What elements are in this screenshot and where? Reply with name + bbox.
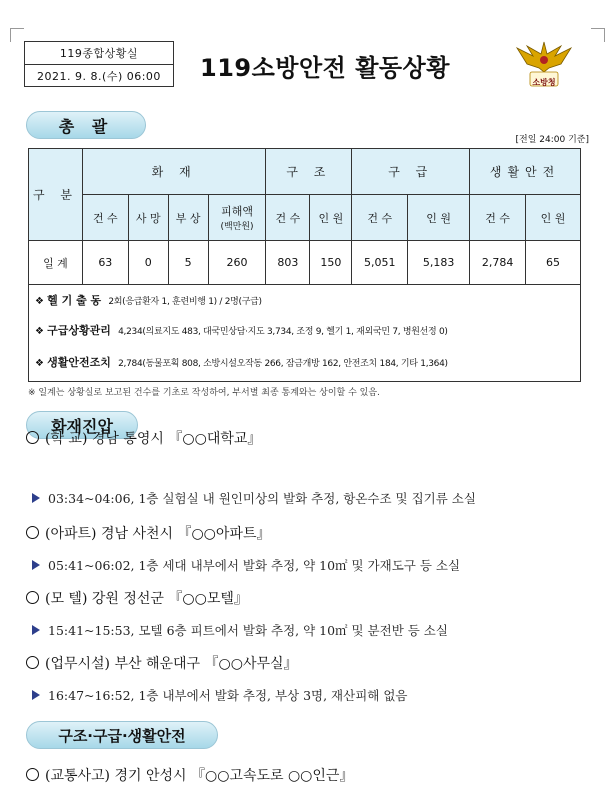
- list-item: [26, 523, 270, 543]
- list-item: [26, 588, 248, 608]
- item-heading: (학 교) 경남 통영시 『○○대학교』: [45, 431, 262, 447]
- life-safety-group-header: 생활안전: [470, 149, 581, 195]
- note-value: 4,234(의료지도 483, 대국민상담·지도 3,734, 조정 9, 헬기 1, 재외국민 7, 병원선정 0): [118, 327, 448, 337]
- office-name: 119종합상황실: [59, 47, 139, 60]
- fire-damage-header: [208, 195, 266, 241]
- item-heading: (아파트) 경남 사천시 『○○아파트』: [45, 526, 271, 542]
- ems-count-value: 5,051: [352, 241, 408, 285]
- diamond-bullet-icon: ❖: [35, 358, 44, 369]
- damage-label: 피해액: [221, 205, 253, 218]
- circle-bullet-icon: [26, 656, 39, 669]
- diamond-bullet-icon: ❖: [35, 326, 44, 337]
- basis-time: [전일 24:00 기준]: [515, 135, 589, 145]
- fire-death-header: 사 망: [128, 195, 168, 241]
- fire-count-value: 63: [82, 241, 128, 285]
- report-info-box: [24, 41, 174, 87]
- list-item-detail: [32, 489, 476, 507]
- item-detail: 03:34~04:06, 1층 실험실 내 원인미상의 발화 추정, 항온수조 및 집기류 소실: [48, 491, 476, 506]
- diamond-bullet-icon: ❖: [35, 296, 44, 307]
- page-title: 119소방안전 활동상황: [200, 54, 450, 82]
- ems-people-value: 5,183: [408, 241, 470, 285]
- rescue-people-value: 150: [310, 241, 352, 285]
- ems-people-header: 인 원: [408, 195, 470, 241]
- section-title-summary: 총 괄: [26, 111, 146, 139]
- list-item: [26, 653, 298, 673]
- triangle-bullet-icon: [32, 625, 40, 635]
- note-life-safety: [35, 354, 448, 370]
- life-count-header: 건 수: [470, 195, 526, 241]
- note-ems-management: [35, 322, 448, 338]
- table-header-columns: [29, 195, 581, 241]
- rescue-count-value: 803: [266, 241, 310, 285]
- list-item-detail: [32, 621, 448, 639]
- note-key: 구급상황관리: [47, 324, 111, 337]
- fire-group-header: 화 재: [82, 149, 266, 195]
- item-heading: (업무시설) 부산 해운대구 『○○사무실』: [45, 656, 298, 672]
- item-detail: 05:41~06:02, 1층 세대 내부에서 발화 추정, 약 10㎡ 및 가재도구 등 소실: [48, 558, 461, 573]
- life-count-value: 2,784: [470, 241, 526, 285]
- corner-mark-left: [10, 28, 24, 42]
- item-heading: (모 텔) 강원 정선군 『○○모텔』: [45, 591, 248, 607]
- logo-label: 소방청: [532, 78, 556, 87]
- note-key: 헬 기 출 동: [47, 294, 102, 307]
- notes-box: [28, 284, 581, 382]
- fire-damage-value: 260: [208, 241, 266, 285]
- corner-mark-right: [591, 28, 605, 42]
- row-label: 일 계: [29, 241, 83, 285]
- rescue-count-header: 건 수: [266, 195, 310, 241]
- triangle-bullet-icon: [32, 690, 40, 700]
- triangle-bullet-icon: [32, 560, 40, 570]
- circle-bullet-icon: [26, 431, 39, 444]
- fire-injury-header: 부 상: [168, 195, 208, 241]
- circle-bullet-icon: [26, 591, 39, 604]
- damage-unit: (백만원): [220, 222, 254, 232]
- life-people-value: 65: [526, 241, 581, 285]
- ems-count-header: 건 수: [352, 195, 408, 241]
- list-item-detail: [32, 556, 460, 574]
- note-value: 2회(응급환자 1, 훈련비행 1) / 2명(구급): [108, 297, 262, 307]
- life-people-header: 인 원: [526, 195, 581, 241]
- table-row: [29, 241, 581, 285]
- summary-table: [28, 148, 581, 285]
- note-helicopter: [35, 292, 262, 308]
- rescue-people-header: 인 원: [310, 195, 352, 241]
- triangle-bullet-icon: [32, 493, 40, 503]
- list-item: [26, 765, 353, 785]
- ems-group-header: 구 급: [352, 149, 470, 195]
- fire-injury-value: 5: [168, 241, 208, 285]
- circle-bullet-icon: [26, 526, 39, 539]
- category-header: 구 분: [29, 149, 83, 241]
- section-title-rescue: 구조·구급·생활안전: [26, 721, 218, 749]
- fire-death-value: 0: [128, 241, 168, 285]
- list-item-detail: [32, 686, 407, 704]
- item-heading: (교통사고) 경기 안성시 『○○고속도로 ○○인근』: [45, 768, 354, 784]
- item-detail: 16:47~16:52, 1층 내부에서 발화 추정, 부상 3명, 재산피해 없음: [48, 688, 408, 703]
- circle-bullet-icon: [26, 768, 39, 781]
- table-header-groups: [29, 149, 581, 195]
- note-key: 생활안전조치: [47, 356, 111, 369]
- report-datetime: 2021. 9. 8.(수) 06:00: [25, 64, 173, 86]
- item-detail: 15:41~15:53, 모텔 6층 피트에서 발화 추정, 약 10㎡ 및 분전반 등 소실: [48, 623, 448, 638]
- note-value: 2,784(동물포획 808, 소방시설오작동 266, 잠금개방 162, 안전조치 184, 기타 1,364): [118, 359, 448, 369]
- fire-count-header: 건 수: [82, 195, 128, 241]
- agency-logo: [513, 38, 575, 94]
- list-item: [26, 428, 261, 448]
- rescue-group-header: 구 조: [266, 149, 352, 195]
- footnote: ※ 일계는 상황실로 보고된 건수를 기초로 작성하여, 부서별 최종 통계와는 상이할 수 있음.: [28, 388, 380, 398]
- section-title-fire: 화재진압: [26, 411, 138, 439]
